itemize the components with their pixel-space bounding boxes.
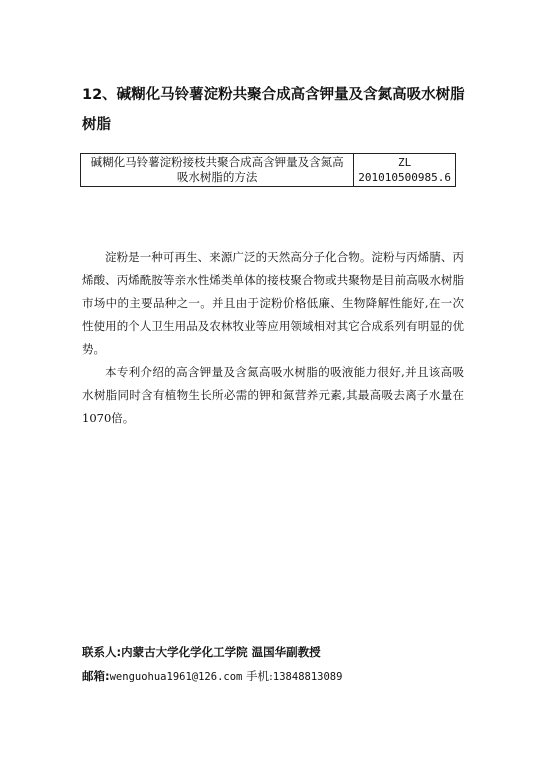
- email-address[interactable]: wenguohua1961@126.com: [109, 671, 243, 683]
- body-text: [82, 246, 464, 430]
- paragraph-patent: 本专利介绍的高含钾量及含氮高吸水树脂的吸液能力很好,并且该高吸水树脂同时含有植物生长所必需的钾和氮营养元素,其最高吸去离子水量在1070倍。: [82, 365, 464, 425]
- patent-table: [80, 153, 456, 187]
- contact-person: 内蒙古大学化学化工学院 温国华副教授: [121, 645, 321, 659]
- phone-number[interactable]: 13848813089: [272, 671, 343, 683]
- phone-label: 手机:: [246, 669, 273, 683]
- contact-person-line: [82, 640, 482, 664]
- patent-number: 201010500985.6: [358, 171, 451, 184]
- paragraph-intro: 淀粉是一种可再生、来源广泛的天然高分子化合物。淀粉与丙烯腈、丙烯酸、丙烯酰胺等亲水性烯类单体的接枝聚合物或共聚物是目前高吸水树脂市场中的主要品种之一。并且由于淀粉价格低廉、生物降解性能好,在一次性使用的个人卫生用品及农林牧业等应用领域相对其它合成系列有明显的优势。: [82, 250, 464, 356]
- patent-row: [81, 154, 456, 187]
- contact-label: 联系人:: [82, 645, 122, 659]
- contact-block: [82, 640, 482, 689]
- document-title: 12、碱糊化马铃薯淀粉共聚合成高含钾量及含氮高吸水树脂树脂: [82, 87, 465, 133]
- patent-number-cell: [354, 154, 456, 187]
- patent-number-prefix: ZL: [398, 156, 412, 169]
- patent-name: 碱糊化马铃薯淀粉接枝共聚合成高含钾量及含氮高吸水树脂的方法: [81, 154, 354, 187]
- contact-email-line: [82, 664, 482, 689]
- email-label: 邮箱:: [82, 669, 110, 683]
